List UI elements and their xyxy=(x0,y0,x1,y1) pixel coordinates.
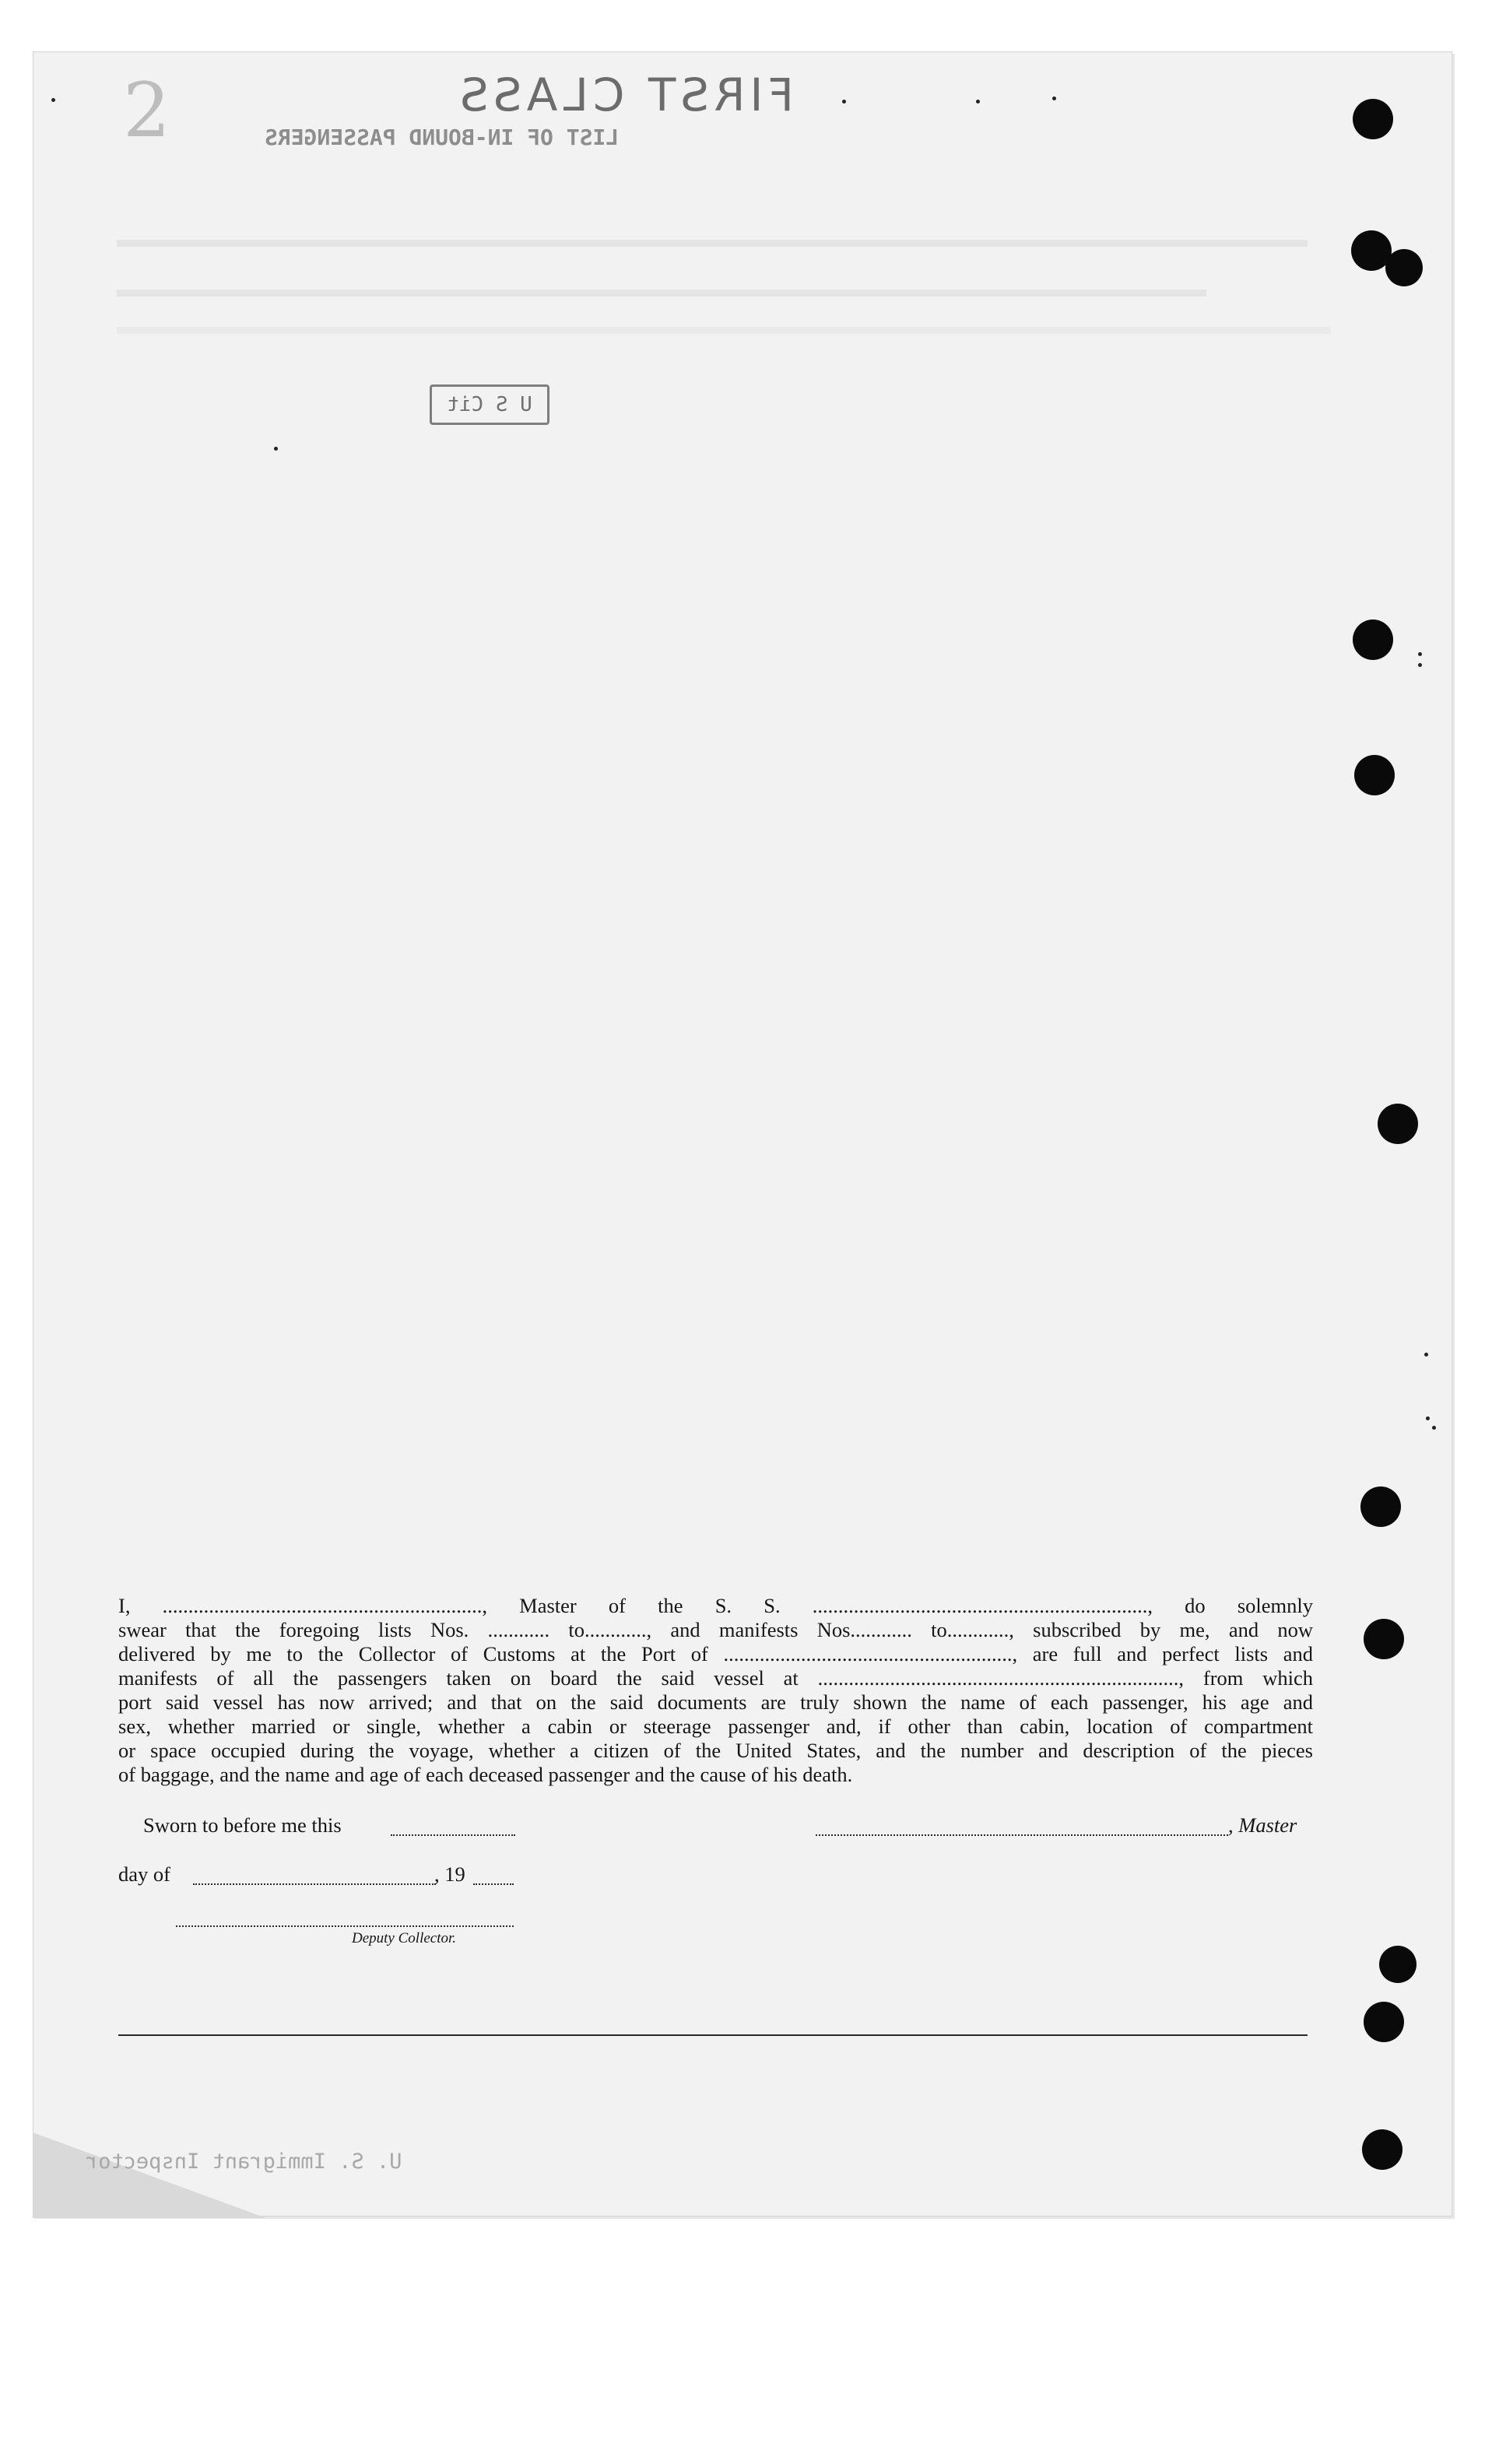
ghost-rule xyxy=(117,327,1331,334)
scan-speck xyxy=(1052,97,1056,100)
year-line xyxy=(473,1883,514,1885)
punch-hole xyxy=(1354,755,1395,795)
ghost-list-number: 2 xyxy=(123,67,171,154)
oath-line-3: delivered by me to the Collector of Customs at the Port of ........................................................, are full and perfect lists and xyxy=(118,1642,1313,1665)
ghost-rule xyxy=(117,240,1308,247)
punch-hole xyxy=(1364,1619,1404,1659)
punch-hole xyxy=(1379,1946,1417,1983)
year-prefix: , 19 xyxy=(434,1862,465,1886)
punch-hole xyxy=(1353,620,1393,660)
oath-line-4: manifests of all the passengers taken on board the said vessel at ......................................................................, from which xyxy=(118,1666,1313,1690)
ghost-title: FIRST CLASS xyxy=(455,68,794,121)
ghost-inspector-signature: U. S. Immigrant Inspector xyxy=(86,2150,402,2174)
sworn-label: Sworn to before me this xyxy=(143,1813,342,1837)
scan-speck xyxy=(842,100,846,104)
oath-line-7: or space occupied during the voyage, whether a citizen of the United States, and the number and description of the pieces xyxy=(118,1739,1313,1762)
punch-hole xyxy=(1364,2002,1404,2042)
sworn-date-line xyxy=(391,1834,515,1836)
scan-speck xyxy=(1418,663,1422,667)
punch-hole xyxy=(1378,1104,1418,1144)
scan-speck xyxy=(274,447,278,451)
deputy-label: Deputy Collector. xyxy=(352,1930,457,1946)
punch-hole xyxy=(1385,249,1423,286)
deputy-signature-line xyxy=(176,1925,514,1927)
day-of-label: day of xyxy=(118,1862,170,1886)
scan-speck xyxy=(1418,652,1422,656)
punch-hole xyxy=(1362,2129,1402,2170)
oath-line-6: sex, whether married or single, whether a cabin or steerage passenger and, if other than cabin, location of compartment xyxy=(118,1715,1313,1738)
manifest-sheet xyxy=(33,51,1452,2217)
master-signature-line xyxy=(816,1834,1228,1836)
scan-speck xyxy=(1424,1353,1428,1357)
scan-speck xyxy=(1432,1426,1436,1430)
master-label: , Master xyxy=(1228,1813,1297,1837)
scan-speck xyxy=(1426,1416,1430,1420)
oath-line-2: swear that the foregoing lists Nos. ............ to............, and manifests Nos............ to............, subscribed by me, and now xyxy=(118,1618,1313,1641)
ghost-stamp: U S Cit xyxy=(430,384,549,425)
oath-line-1: I, .............................................................., Master of the S. S. ................................................................., do solemnly xyxy=(118,1594,1313,1617)
scan-speck xyxy=(976,100,980,104)
scan-speck xyxy=(51,98,55,102)
oath-line-8: of baggage, and the name and age of each deceased passenger and the cause of his death. xyxy=(118,1763,853,1786)
day-of-line xyxy=(193,1883,436,1885)
oath-line-5: port said vessel has now arrived; and that on the said documents are truly shown the name of each passenger, his age and xyxy=(118,1690,1313,1714)
ghost-rule xyxy=(117,290,1206,297)
punch-hole xyxy=(1360,1486,1401,1527)
punch-hole xyxy=(1353,99,1393,139)
ghost-subtitle: LIST OF IN-BOUND PASSENGERS xyxy=(265,125,620,150)
oath-paragraph xyxy=(118,1594,1313,1787)
folded-corner xyxy=(33,2132,266,2218)
bottom-rule xyxy=(118,2034,1308,2036)
